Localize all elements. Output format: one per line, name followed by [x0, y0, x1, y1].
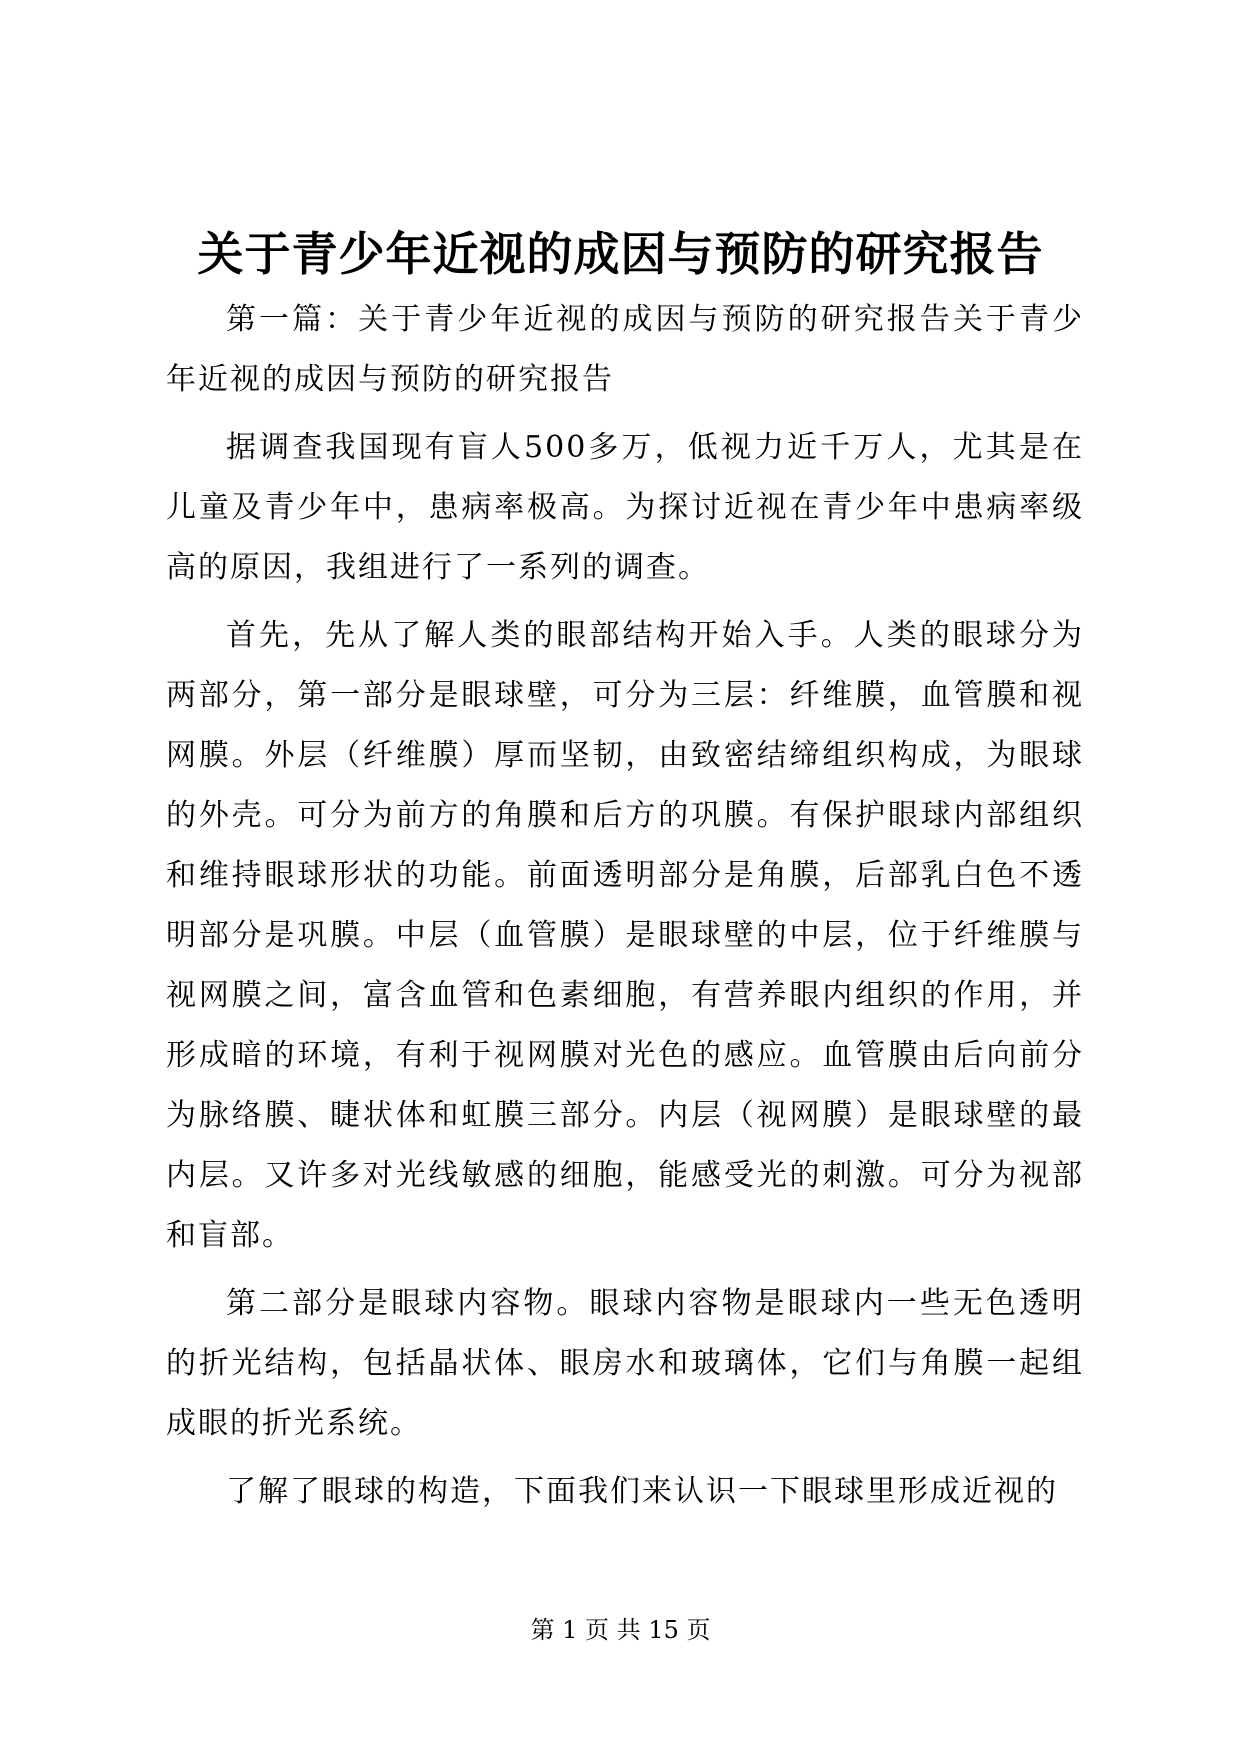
paragraph-4: 第二部分是眼球内容物。眼球内容物是眼球内一些无色透明的折光结构，包括晶状体、眼房水和玻璃体，它们与角膜一起组成眼的折光系统。 — [166, 1286, 1084, 1441]
document-body — [166, 290, 1084, 1530]
paragraph-5: 了解了眼球的构造，下面我们来认识一下眼球里形成近视的 — [226, 1474, 1058, 1509]
paragraph-2: 据调查我国现有盲人500多万，低视力近千万人，尤其是在儿童及青少年中，患病率极高。为探讨近视在青少年中患病率级高的原因，我组进行了一系列的调查。 — [166, 430, 1084, 585]
document-title: 关于青少年近视的成因与预防的研究报告 — [197, 227, 1044, 281]
paragraph-3: 首先，先从了解人类的眼部结构开始入手。人类的眼球分为两部分，第一部分是眼球壁，可分为三层：纤维膜，血管膜和视网膜。外层（纤维膜）厚而坚韧，由致密结缔组织构成，为眼球的外壳。可分为前方的角膜和后方的巩膜。有保护眼球内部组织和维持眼球形状的功能。前面透明部分是角膜，后部乳白色不透明部分是巩膜。中层（血管膜）是眼球壁的中层，位于纤维膜与视网膜之间，富含血管和色素细胞，有营养眼内组织的作用，并形成暗的环境，有利于视网膜对光色的感应。血管膜由后向前分为脉络膜、睫状体和虹膜三部分。内层（视网膜）是眼球壁的最内层。又许多对光线敏感的细胞，能感受光的刺激。可分为视部和盲部。 — [166, 618, 1084, 1253]
paragraph-1: 第一篇：关于青少年近视的成因与预防的研究报告关于青少年近视的成因与预防的研究报告 — [166, 302, 1084, 397]
page-footer: 第 1 页 共 15 页 — [530, 1616, 711, 1644]
